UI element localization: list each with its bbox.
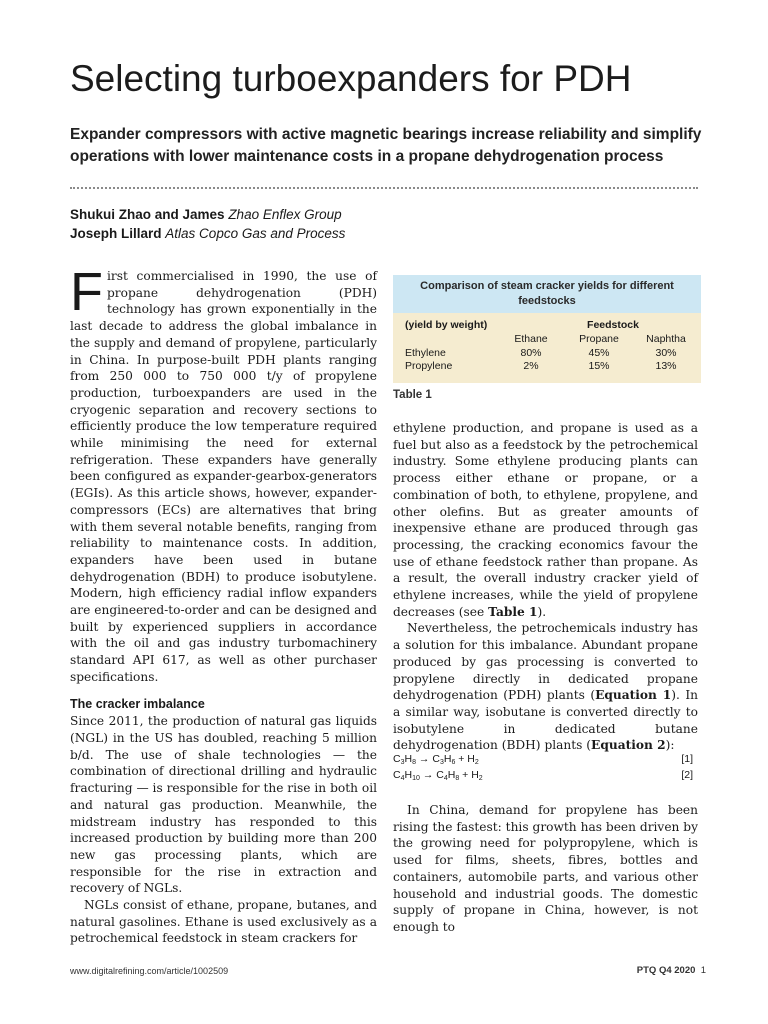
table-reference: Table 1 <box>488 604 538 619</box>
equation-reference: Equation 1 <box>595 688 672 703</box>
table-header-row <box>393 319 701 332</box>
issue-label: PTQ Q4 2020 <box>636 965 696 976</box>
para-text: ). <box>537 604 547 619</box>
body-paragraph: Since 2011, the production of natural gas liquids (NGL) in the US has doubled, reaching 5 million b/d. The use of shale technologies — the combination of directional drilling and hydraulic fracturing — is responsible for the rise in both oil and natural gas production. Meanwhile, the midstream industry has responded to this increased production by building more than 200 new gas processing plants, which are responsible for the rise in extraction and recovery of NGLs. <box>70 714 377 896</box>
column-header: Propane <box>579 333 619 345</box>
table-cell: 15% <box>588 360 610 372</box>
column-header: Naphtha <box>646 333 686 345</box>
author-affiliation: Atlas Copco Gas and Process <box>165 226 346 241</box>
table-cell: 30% <box>655 347 677 359</box>
para-text: Nevertheless, the petrochemicals industry has a solution for this imbalance. Abundant propane produced by gas processing is converted to propylene directly in dedicated propane dehydrogenation (PDH) plants ( <box>393 621 698 703</box>
equations-block <box>393 751 693 783</box>
author-name: Shukui Zhao and James <box>70 207 225 222</box>
body-column-right-lower <box>393 802 698 936</box>
table-cell: 2% <box>523 360 539 372</box>
row-label: Propylene <box>405 360 453 372</box>
body-column-right <box>393 420 698 754</box>
para-text: ): <box>665 738 675 753</box>
body-paragraph <box>393 620 698 754</box>
row-header: (yield by weight) <box>405 319 488 331</box>
article-deck: Expander compressors with active magnetic bearings increase reliability and simplify operations with lower maintenance costs in a propane dehydrogenation process <box>70 126 702 165</box>
body-column-left <box>70 262 377 947</box>
equation-reference: Equation 2 <box>591 738 666 753</box>
row-label: Ethylene <box>405 347 446 359</box>
body-paragraph: NGLs consist of ethane, propane, butanes, and natural gasolines. Ethane is used exclusively as a petrochemical feedstock in steam crackers for <box>70 898 377 946</box>
yield-table <box>393 275 701 383</box>
table-cell: 80% <box>520 347 542 359</box>
group-header: Feedstock <box>587 319 639 331</box>
author-name: Joseph Lillard <box>70 226 162 241</box>
table-row <box>393 360 701 373</box>
body-paragraph: In China, demand for propylene has been rising the fastest: this growth has been driven by the growing need for polypropylene, which is used for films, sheets, fibres, bottles and containers, automobile parts, and various other household and industrial goods. The domestic supply of propane in China, however, is not enough to <box>393 803 698 934</box>
byline <box>70 205 710 243</box>
footer-page-info <box>637 965 706 976</box>
table-caption: Table 1 <box>393 389 432 401</box>
para-text: ethylene production, and propane is used as a fuel but also as a feedstock by the petrochemical industry. Some ethylene producing plants can process either ethane or propane, or a combination of both, to ethylene, propylene, and other olefins. But as greater amounts of inexpensive ethane are produced through gas processing, the cracking economics favour the use of ethane feedstock rather than propane. As a result, the overall industry cracker yield of ethylene increases, while the yield of propylene decreases (see <box>393 421 698 619</box>
para-text: ). In a similar way, isobutane is converted directly to isobutylene in dedicated butane dehydrogenation (BDH) plants ( <box>393 688 699 753</box>
equation-2: $C_4H_{10} \to C_4H_8 + H_2$ [2] <box>393 769 693 782</box>
equation-number: [1] <box>681 753 693 765</box>
author-line-1 <box>70 205 710 224</box>
intro-text: irst commercialised in 1990, the use of propane dehydrogenation (PDH) technology has grown exponentially in the last decade to address the global imbalance in the supply and demand of propylene, particularly in China. In purpose-built PDH plants ranging from 250 000 to 750 000 t/y of propylene production, turboexpanders are used in the cryogenic separation and recovery sections to efficiently produce the low temperature required while minimising the need for external refrigeration. These expanders have generally been configured as expander-gearbox-generators (EGIs). As this article shows, however, expander-compressors (ECs) are alternatives that bring with them several notable benefits, ranging from reliability to maintenance costs. In addition, expanders have been used in butane dehydrogenation (BDH) to produce isobutylene. Modern, high efficiency radial inflow expanders are engineered-to-order and can be designed and built by experienced suppliers in accordance with the oil and gas industry turbomachinery standard API 617, as well as other purchaser specifications. <box>70 269 377 684</box>
table-row <box>393 347 701 360</box>
body-paragraph <box>393 420 698 620</box>
column-header: Ethane <box>514 333 548 345</box>
footer-url[interactable]: www.digitalrefining.com/article/1002509 <box>70 966 229 976</box>
author-affiliation: Zhao Enflex Group <box>228 207 342 222</box>
equation-number: [2] <box>681 769 693 781</box>
equation-1: $C_3H_8 \to C_3H_6 + H_2$ [1] <box>393 753 693 766</box>
author-line-2 <box>70 224 710 243</box>
table-column-row <box>393 333 701 346</box>
table-cell: 13% <box>655 360 677 372</box>
article-title: Selecting turboexpanders for PDH <box>70 58 632 99</box>
table-title: Comparison of steam cracker yields for different feedstocks <box>393 275 701 313</box>
section-heading: The cracker imbalance <box>70 696 205 711</box>
intro-paragraph <box>70 262 377 686</box>
drop-cap: F <box>70 262 103 322</box>
page-number: 1 <box>700 965 706 976</box>
table-cell: 45% <box>588 347 610 359</box>
dotted-divider <box>70 187 698 189</box>
